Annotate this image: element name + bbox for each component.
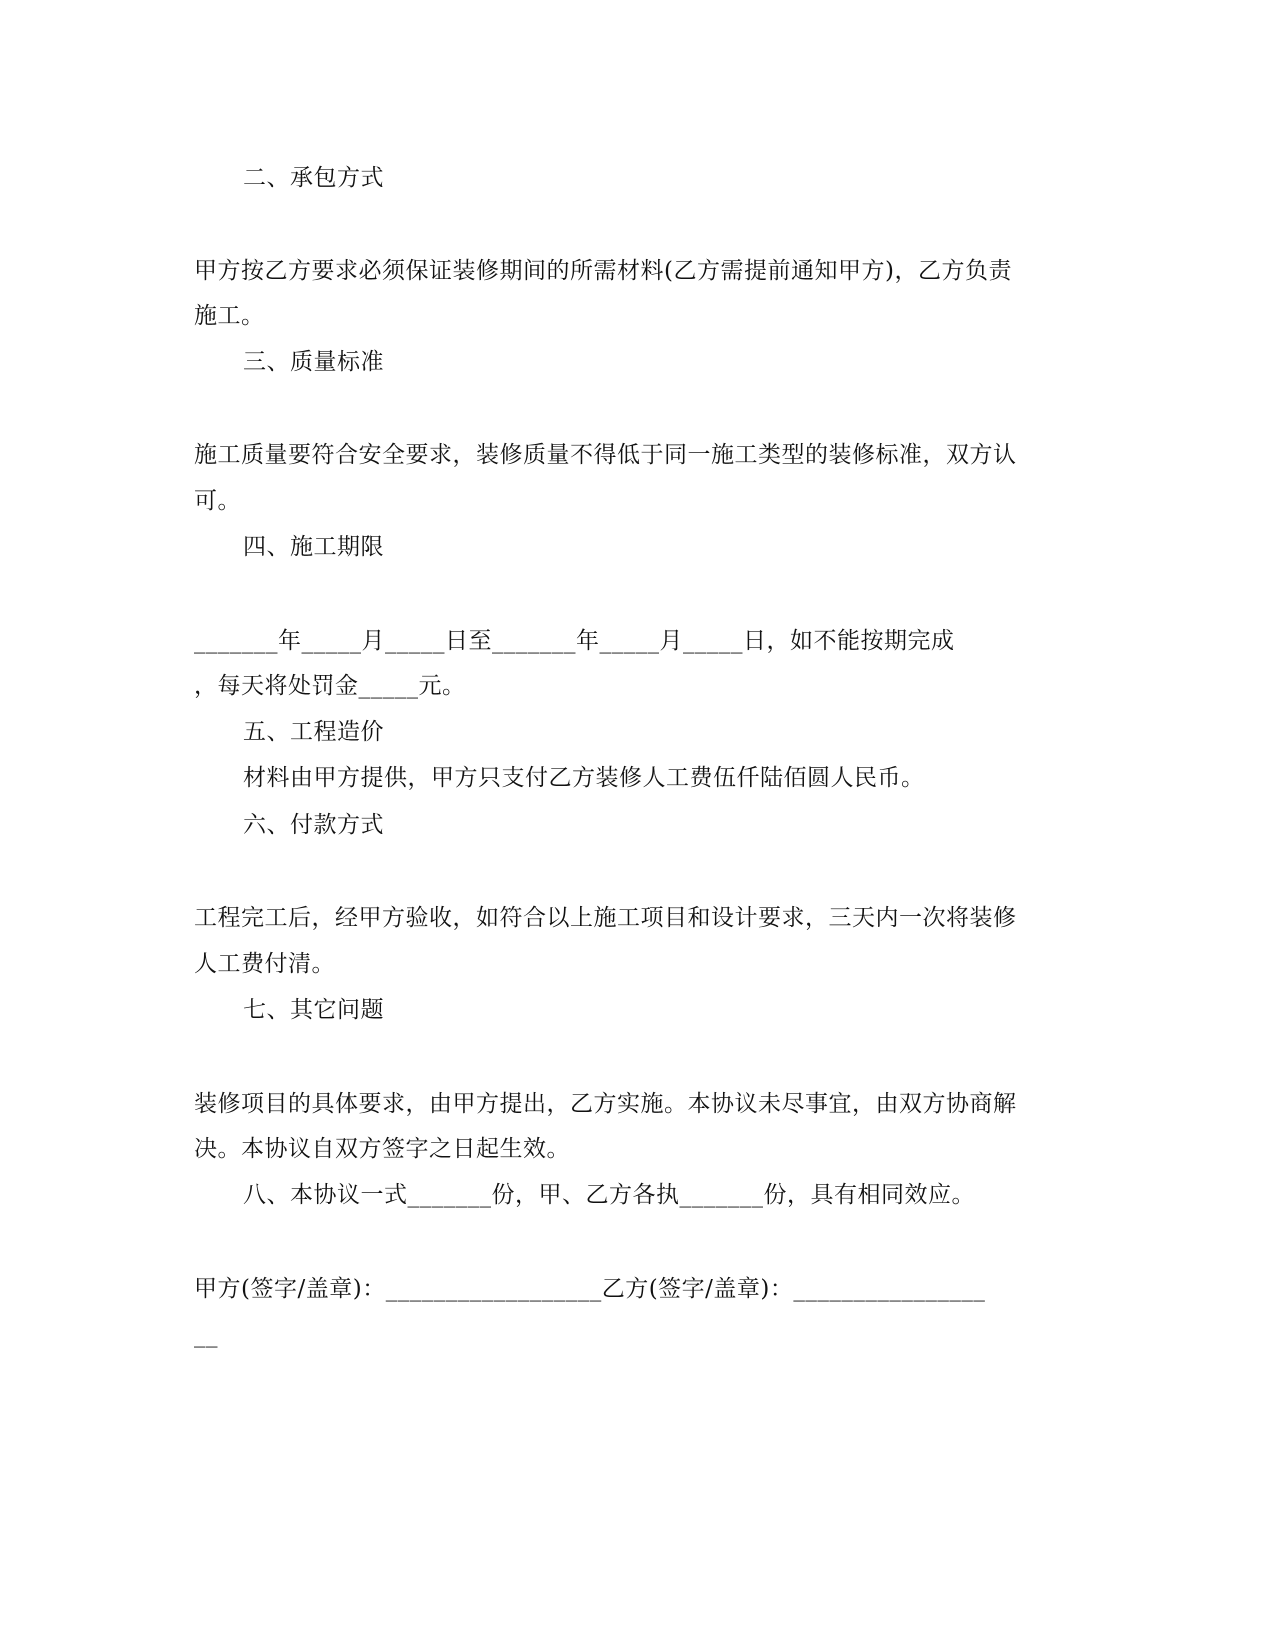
paragraph-line: 装修项目的具体要求，由甲方提出，乙方实施。本协议未尽事宜，由双方协商解 (194, 1091, 1017, 1117)
paragraph-line: _______年_____月_____日至_______年_____月_____日，如不能按期完成 (194, 628, 955, 654)
paragraph-line: 施工质量要符合安全要求，装修质量不得低于同一施工类型的装修标准，双方认 (194, 442, 1017, 468)
paragraph-line: 材料由甲方提供，甲方只支付乙方装修人工费伍仟陆佰圆人民币。 (243, 765, 925, 791)
section-heading: 二、承包方式 (243, 165, 384, 191)
paragraph-line: 施工。 (194, 303, 265, 329)
paragraph-line: 工程完工后，经甲方验收，如符合以上施工项目和设计要求，三天内一次将装修 (194, 905, 1017, 931)
signature-line: __ (194, 1322, 218, 1348)
section-heading: 六、付款方式 (243, 812, 384, 838)
paragraph-line: 甲方按乙方要求必须保证装修期间的所需材料(乙方需提前通知甲方)，乙方负责 (194, 258, 1012, 284)
section-heading: 八、本协议一式_______份，甲、乙方各执_______份，具有相同效应。 (243, 1182, 975, 1208)
paragraph-line: 人工费付清。 (194, 951, 335, 977)
section-heading: 三、质量标准 (243, 349, 384, 375)
signature-line: 甲方(签字/盖章)：__________________乙方(签字/盖章)：________________ (194, 1276, 986, 1302)
section-heading: 七、其它问题 (243, 997, 384, 1023)
section-heading: 五、工程造价 (243, 719, 384, 745)
paragraph-line: 决。本协议自双方签字之日起生效。 (194, 1136, 570, 1162)
paragraph-line: 可。 (194, 488, 241, 514)
paragraph-line: ，每天将处罚金_____元。 (194, 673, 466, 699)
section-heading: 四、施工期限 (243, 534, 384, 560)
